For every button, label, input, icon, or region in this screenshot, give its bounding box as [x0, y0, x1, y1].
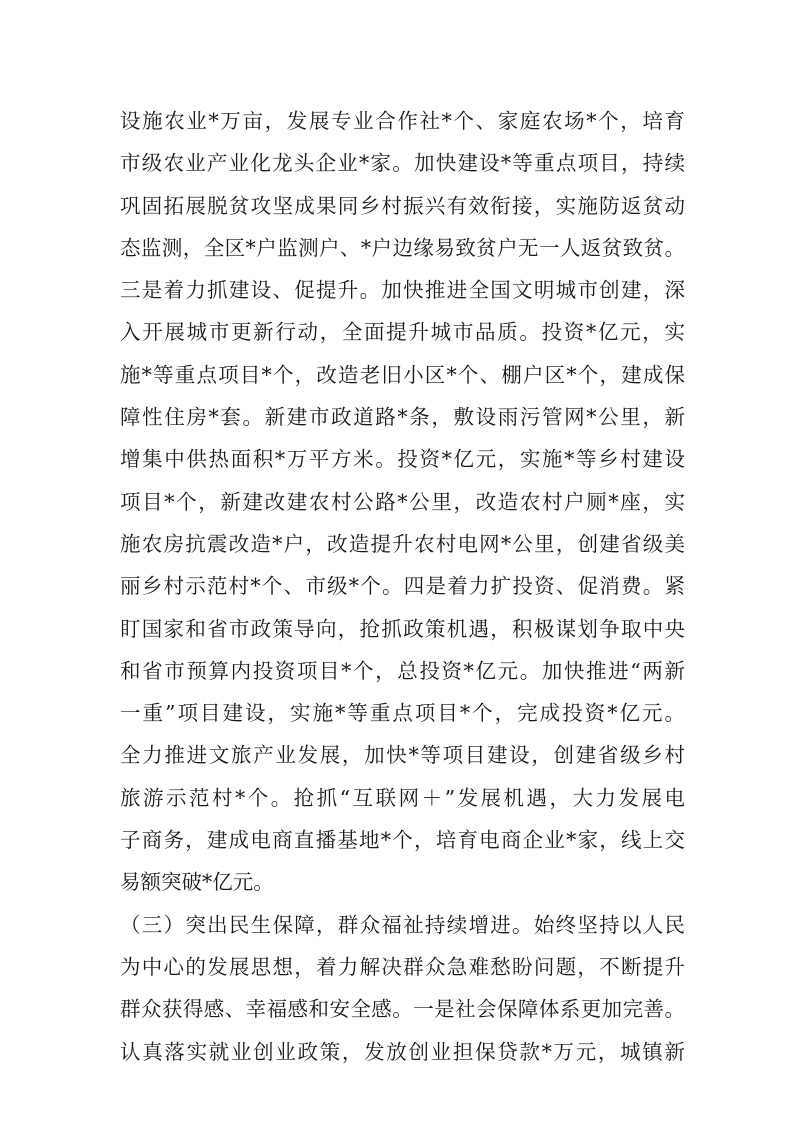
text-line: 子商务，建成电商直播基地*个，培育电商企业*家，线上交	[120, 828, 685, 853]
text-line: 巩固拓展脱贫攻坚成果同乡村振兴有效衔接，实施防返贫动	[120, 193, 685, 218]
text-line: 盯国家和省市政策导向，抢抓政策机遇，积极谋划争取中央	[120, 616, 685, 641]
text-line: 入开展城市更新行动，全面提升城市品质。投资*亿元，实	[120, 320, 685, 345]
text-line: 一重”项目建设，实施*等重点项目*个，完成投资*亿元。	[120, 701, 685, 726]
text-line: 丽乡村示范村*个、市级*个。四是着力扩投资、促消费。紧	[120, 574, 685, 599]
text-line: 障性住房*套。新建市政道路*条，敷设雨污管网*公里，新	[120, 405, 685, 430]
text-line: 和省市预算内投资项目*个，总投资*亿元。加快推进“两新	[120, 658, 685, 683]
text-line: 市级农业产业化龙头企业*家。加快建设*等重点项目，持续	[120, 151, 685, 176]
text-line: 旅游示范村*个。抢抓“互联网＋”发展机遇，大力发展电	[120, 785, 685, 810]
text-line: 项目*个，新建改建农村公路*公里，改造农村户厕*座，实	[120, 489, 685, 514]
text-line: 三是着力抓建设、促提升。加快推进全国文明城市创建，深	[120, 278, 685, 303]
text-line: 态监测，全区*户监测户、*户边缘易致贫户无一人返贫致贫。	[120, 235, 685, 260]
text-line: 认真落实就业创业政策，发放创业担保贷款*万元，城镇新	[120, 1039, 685, 1064]
text-line: 全力推进文旅产业发展，加快*等项目建设，创建省级乡村	[120, 743, 685, 768]
text-line: 易额突破*亿元。	[120, 870, 274, 895]
text-line: 施农房抗震改造*户，改造提升农村电网*公里，创建省级美	[120, 531, 685, 556]
text-line: 设施农业*万亩，发展专业合作社*个、家庭农场*个，培育	[120, 109, 685, 133]
text-line: 为中心的发展思想，着力解决群众急难愁盼问题，不断提升	[120, 954, 685, 979]
text-line: （三）突出民生保障，群众福祉持续增进。始终坚持以人民	[120, 912, 685, 937]
text-line: 增集中供热面积*万平方米。投资*亿元，实施*等乡村建设	[120, 447, 685, 472]
text-line: 群众获得感、幸福感和安全感。一是社会保障体系更加完善。	[120, 997, 685, 1022]
body-text	[120, 100, 685, 1073]
text-line: 施*等重点项目*个，改造老旧小区*个、棚户区*个，建成保	[120, 362, 685, 387]
